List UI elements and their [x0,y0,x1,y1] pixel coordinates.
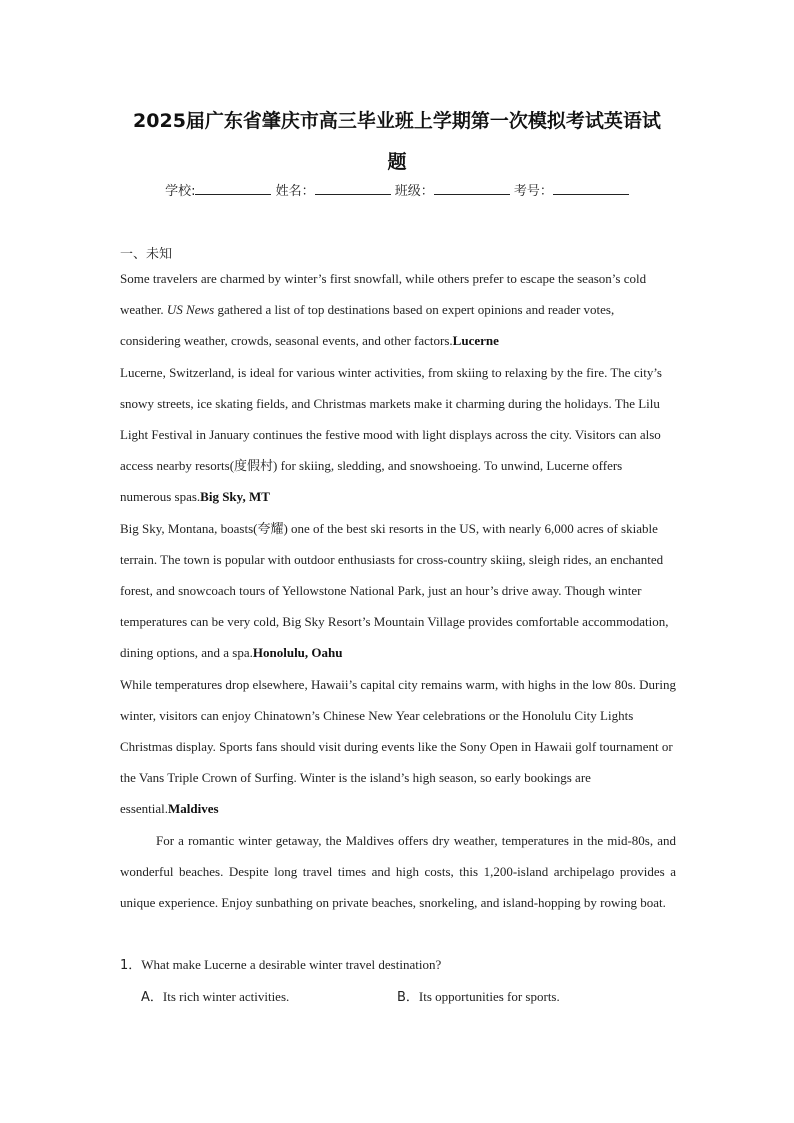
passage-big-sky [120,513,676,668]
class-label: 班级： [394,184,434,199]
name-label: 姓名： [275,184,315,199]
name-blank[interactable] [315,182,391,195]
question-1-number: 1． [120,958,142,973]
heading-maldives: Maldives [168,801,219,816]
passage-lucerne [120,357,676,512]
lucerne-text: Lucerne, Switzerland, is ideal for various winter activities, from skiing to relaxing by the fire. The city’s snowy streets, ice skating fields, and Christmas markets make it charming during the holidays. The Lilu Light Festival in January continues the festive mood with light displays across the city. Visitors can also access nearby resorts(度假村) for skiing, sledding, and snowshoeing. To unwind, Lucerne offers numerous spas. [120,365,662,504]
school-blank[interactable] [195,182,271,195]
option-a-letter: A． [141,990,163,1005]
option-b[interactable] [397,986,560,1005]
option-b-text: Its opportunities for sports. [418,989,560,1004]
heading-big-sky: Big Sky, MT [200,489,270,504]
option-a-text: Its rich winter activities. [162,989,290,1004]
option-a[interactable] [141,986,289,1005]
big-sky-text: Big Sky, Montana, boasts(夸耀) one of the best ski resorts in the US, with nearly 6,000 acres of skiable terrain. The town is popular with outdoor enthusiasts for cross-country skiing, sleigh rides, an enchanted forest, and snowcoach tours of Yellowstone National Park, just an hour’s drive away. Though winter temperatures can be very cold, Big Sky Resort’s Mountain Village provides comfortable accommodation, dining options, and a spa. [120,521,669,660]
passage-maldives: For a romantic winter getaway, the Maldives offers dry weather, temperatures in the mid-80s, and wonderful beaches. Despite long travel times and high costs, this 1,200-island archipelago provides a unique experience. Enjoy sunbathing on private beaches, snorkeling, and island-hopping by rowing boat. [120,833,676,910]
passage-honolulu [120,669,676,824]
passage-intro [120,263,676,356]
exam-title-line2: 题 [387,151,407,173]
exam-number-blank[interactable] [553,182,629,195]
question-1 [120,954,441,973]
intro-source: US News [166,302,215,317]
heading-lucerne: Lucerne [452,333,499,348]
honolulu-text: While temperatures drop elsewhere, Hawaii’s capital city remains warm, with highs in the low 80s. During winter, visitors can enjoy Chinatown’s Chinese New Year celebrations or the Honolulu City Lights Christmas display. Sports fans should visit during events like the Sony Open in Hawaii golf tournament or the Vans Triple Crown of Surfing. Winter is the island’s high season, so early bookings are essential. [120,677,676,816]
option-b-letter: B． [397,990,419,1005]
exam-title-line1: 2025届广东省肇庆市高三毕业班上学期第一次模拟考试英语试 [133,110,661,132]
question-1-text: What make Lucerne a desirable winter travel destination? [141,957,442,972]
intro-text-b: gathered a list of top destinations based on expert opinions and reader votes, considering weather, crowds, seasonal events, and other factors. [120,302,615,348]
student-info-line [0,180,794,199]
exam-number-label: 考号： [513,184,553,199]
section-heading: 一、未知 [120,247,173,262]
school-label: 学校: [165,184,196,199]
intro-text-a: Some travelers are charmed by winter’s first snowfall, while others prefer to escape the season’s cold weather. [120,271,647,317]
heading-honolulu: Honolulu, Oahu [252,645,343,660]
class-blank[interactable] [434,182,510,195]
